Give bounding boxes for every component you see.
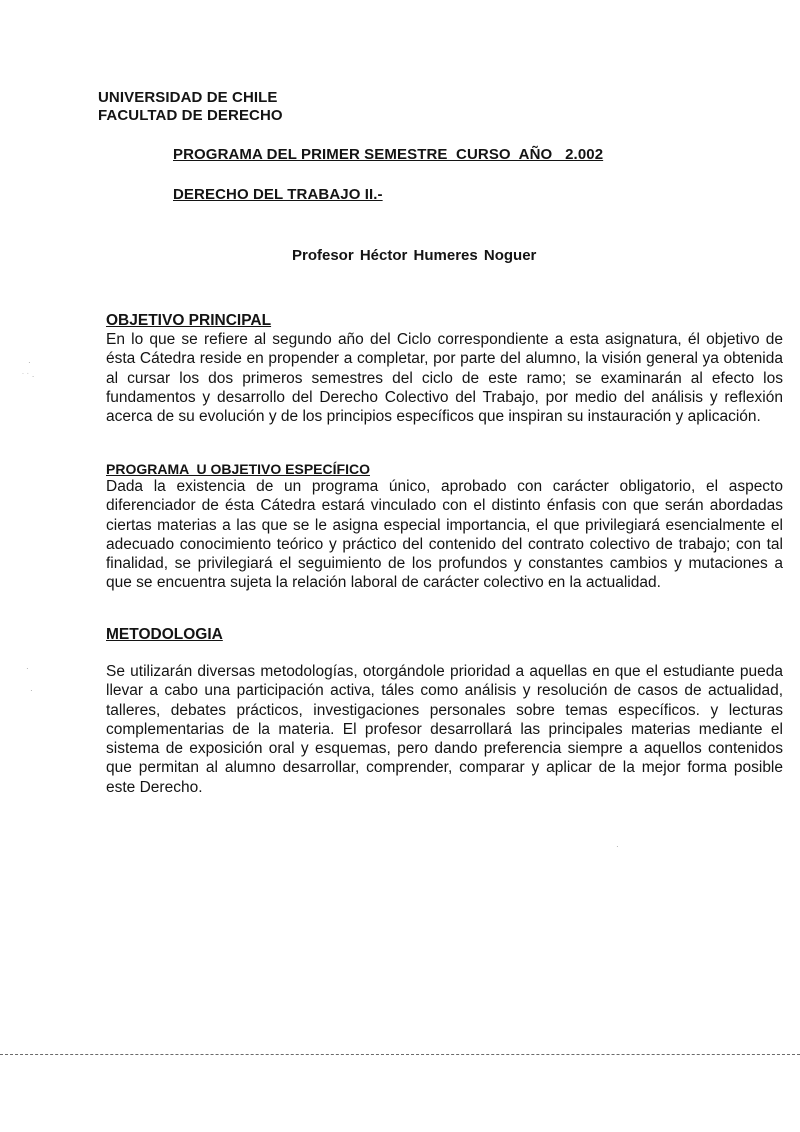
scan-speck: ˙ ˙ ·: [22, 372, 35, 381]
course-title: DERECHO DEL TRABAJO II.-: [173, 186, 383, 203]
programa-body: Dada la existencia de un programa único, aprobado con carácter obligatorio, el aspecto diferenciador de ésta Cátedra estará vinculado con el distinto énfasis con que serán abordadas ciertas materias a las que se le asigna especial importancia, el que privilegiará esencialmente el adecuado conocimiento teórico y práctico del contenido del contrato colectivo de trabajo; con tal finalidad, se privilegiará el seguimiento de los profundos y constantes cambios y mutaciones a que se encuentra sujeta la relación laboral de carácter colectivo en la actualidad.: [106, 478, 783, 592]
objetivo-body: En lo que se refiere al segundo año del Ciclo correspondiente a esta asignatura, él objetivo de ésta Cátedra reside en propender a completar, por parte del alumno, la visión general ya obtenida al cursar los dos primeros semestres del ciclo de este ramo; se examinarán al efecto los fundamentos y desarrollo del Derecho Colectivo del Trabajo, por medio del análisis y reflexión acerca de su evolución y de los principios específicos que inspiran su instauración y aplicación.: [106, 331, 783, 426]
faculty-name: FACULTAD DE DERECHO: [98, 107, 283, 124]
university-name: UNIVERSIDAD DE CHILE: [98, 89, 278, 106]
scan-edge-line: [0, 1054, 800, 1055]
scan-speck: ·: [616, 842, 619, 851]
scan-speck: ·: [28, 358, 31, 367]
scan-speck: ·: [30, 686, 33, 695]
metodologia-body: Se utilizarán diversas metodologías, otorgándole prioridad a aquellas en que el estudiante pueda llevar a cabo una participación activa, táles como análisis y resolución de casos de actualidad, talleres, debates prácticos, investigaciones personales sobre temas específicos. y lecturas complementarias de la materia. El profesor desarrollará las principales materias mediante el sistema de exposición oral y esquemas, pero dando preferencia siempre a aquellos contenidos que permitan al alumno desarrollar, comprender, comparar y aplicar de la mejor forma posible este Derecho.: [106, 663, 783, 796]
program-title: PROGRAMA DEL PRIMER SEMESTRE CURSO AÑO 2.002: [173, 146, 604, 163]
professor-name: Profesor Héctor Humeres Noguer: [292, 247, 537, 264]
scan-speck: ·: [26, 664, 29, 673]
metodologia-heading: METODOLOGIA: [106, 626, 223, 643]
programa-heading: PROGRAMA U OBJETIVO ESPECÍFICO: [106, 461, 370, 477]
objetivo-heading: OBJETIVO PRINCIPAL: [106, 312, 272, 329]
